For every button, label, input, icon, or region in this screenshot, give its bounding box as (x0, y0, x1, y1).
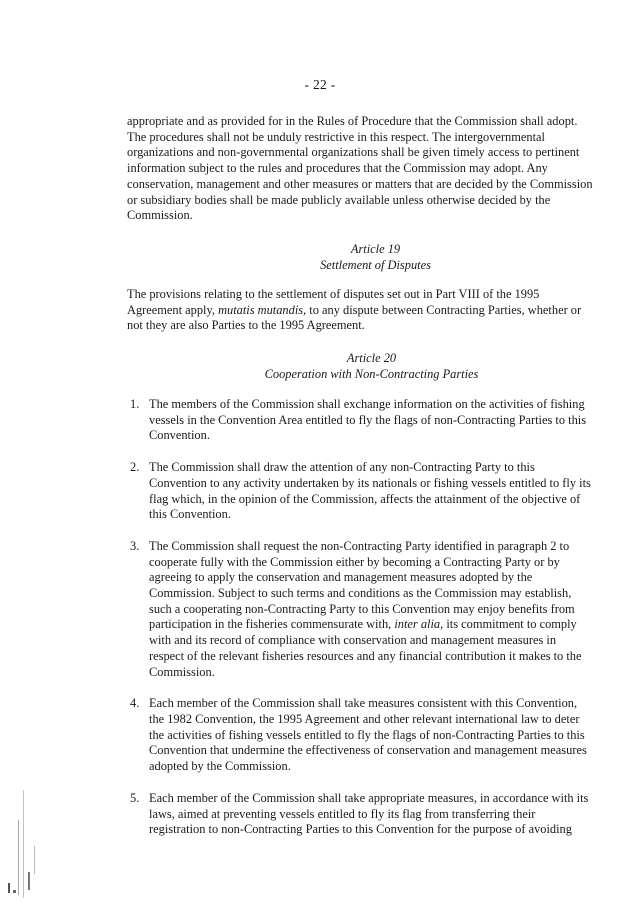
article-19-text-after: to any dispute between Contracting Parties, whether or not they are also Parties to the 1995 Agreement. (127, 302, 582, 333)
scan-artifact (8, 883, 10, 893)
opening-paragraph: appropriate and as provided for in the Rules of Procedure that the Commission shall adopt. The procedures shall not be unduly restrictive in this respect. The intergovernmental organizations and non-governmental organizations shall be given timely access to pertinent information subject to the rules and procedures that the Commission may adopt. Any conservation, management and other measures or matters that are decided by the Commission or subsidiary bodies shall be made publicly available unless otherwise decided by the Commission. (127, 114, 593, 223)
article-20-number: Article 20 (346, 351, 397, 366)
item-text-before: The Commission shall request the non-Contracting Party identified in paragraph 2 to cooperate fully with the Commission either by becoming a Contracting Party or by agreeing to apply the conservation and management measures adopted by the Commission. Subject to such terms and conditions as the Commission may establish, such a cooperating non-Contracting Party to this Convention may enjoy benefits from participation in the fisheries commensurate with, (149, 538, 575, 632)
item-text: Each member of the Commission shall take measures consistent with this Convention, the 1982 Convention, the 1995 Agreement and other relevant international law to deter the activities of fishing vessels entitled to fly the flags of non-Contracting Parties to this Convention that undermine the effectiveness of conservation and management measures adopted by the Commission. (149, 696, 587, 774)
item-number: 4. (130, 696, 140, 711)
item-number: 3. (130, 538, 140, 553)
scan-artifact (28, 872, 30, 890)
item-number: 1. (130, 397, 140, 412)
article-20-item-2 (127, 460, 594, 523)
article-20-item-5 (127, 791, 594, 838)
item-text-after: its commitment to comply with and its record of compliance with conservation and management measures in respect of the relevant fisheries resources and any financial contribution it makes to the Commission. (149, 617, 582, 679)
article-20-title: Cooperation with Non-Contracting Parties (264, 367, 479, 382)
item-text: The Commission shall draw the attention of any non-Contracting Party to this Convention to any activity undertaken by its nationals or fishing vessels entitled to fly its flag which, in the opinion of the Commission, affects the attainment of the objective of this Convention. (149, 460, 591, 522)
article-20-item-4 (127, 696, 594, 775)
scan-artifact (18, 820, 19, 895)
article-20-item-3 (127, 539, 594, 680)
article-19-text-italic: mutatis mutandis, (218, 302, 307, 317)
item-text: The members of the Commission shall exchange information on the activities of fishing vessels in the Convention Area entitled to fly the flags of non-Contracting Parties to this Convention. (149, 397, 587, 443)
item-text-italic: inter alia, (394, 617, 444, 632)
scan-artifact (23, 790, 24, 898)
article-19-paragraph (127, 287, 594, 334)
item-number: 2. (130, 460, 140, 475)
article-20-item-1 (127, 397, 594, 444)
item-number: 5. (130, 790, 140, 805)
item-text: Each member of the Commission shall take appropriate measures, in accordance with its laws, aimed at preventing vessels entitled to fly its flag from transferring their registration to non-Contracting Parties to this Convention for the purpose of avoiding (149, 790, 589, 837)
scan-artifact (13, 890, 16, 893)
article-19-title: Settlement of Disputes (320, 257, 431, 272)
document-body (127, 114, 594, 838)
page-number: - 22 - (304, 77, 336, 92)
article-19-number: Article 19 (350, 241, 401, 256)
article-19-text-before: The provisions relating to the settlement of disputes set out in Part VIII of the 1995 Agreement apply, (127, 286, 540, 317)
scan-artifact (34, 846, 35, 874)
